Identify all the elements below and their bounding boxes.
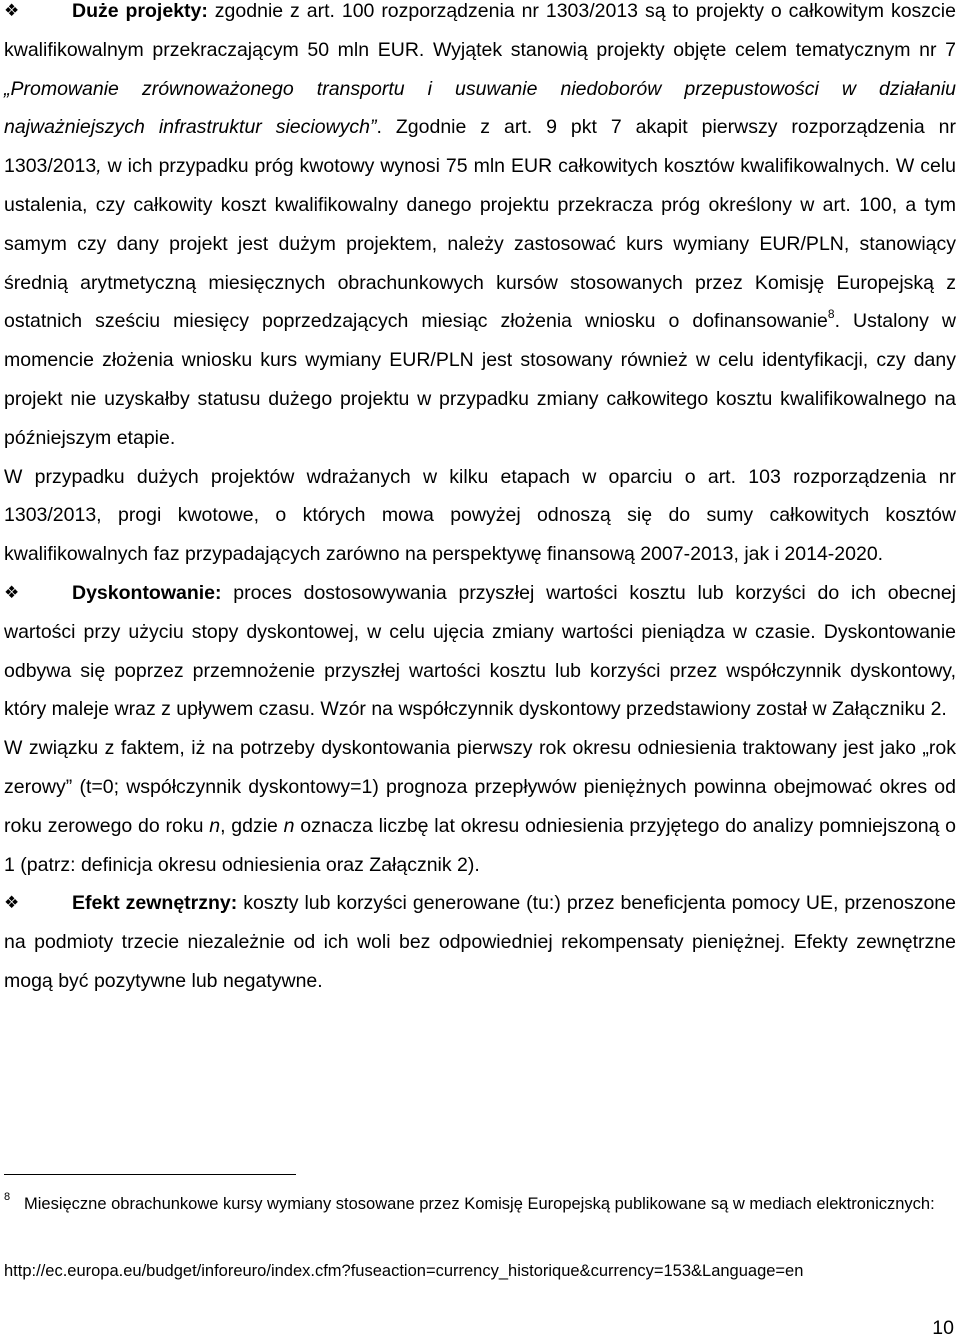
definition-large-projects: ❖ Duże projekty: zgodnie z art. 100 rozporządzenia nr 1303/2013 są to projekty o całkowitym koszcie kwalifikowalnym przekraczającym 50 mln EUR. Wyjątek stanowią projekty objęte celem tematycznym nr 7 „Promowanie zrównoważonego transportu i usuwanie niedoborów przepustowości w działaniu najważniejszych infrastruktur sieciowych”. Zgodnie z art. 9 pkt 7 akapit pierwszy rozporządzenia nr 1303/2013, w ich przypadku próg kwotowy wynosi 75 mln EUR całkowitych kosztów kwalifikowalnych. W celu ustalenia, czy całkowity koszt kwalifikowalny danego projektu przekracza próg określony w art. 100, a tym samym czy dany projekt jest dużym projektem, należy zastosować kurs wymiany EUR/PLN, stanowiący średnią arytmetyczną miesięcznych obrachunkowych kursów stosowanych przez Komisję Europejską z ostatnich sześciu miesięcy poprzedzających miesiąc złożenia wniosku o dofinansowanie$^8$. Ustalony w momencie złożenia wniosku kurs wymiany EUR/PLN jest stosowany również w celu identyfikacji, czy dany projekt nie uzyskałby statusu dużego projektu w przypadku zmiany całkowitego kosztu kwalifikowalnego na późniejszym etapie.	[4, 0, 956, 458]
definition-externality: ❖ Efekt zewnętrzny: koszty lub korzyści generowane (tu:) przez beneficjenta pomocy UE, przenoszone na podmioty trzecie niezależnie od ich woli bez odpowiedniej rekompensaty pieniężnej. Efekty zewnętrzne mogą być pozytywne lub negatywne.	[4, 884, 956, 1000]
footnote-8: 8 Miesięczne obrachunkowe kursy wymiany stosowane przez Komisję Europejską publikowane są w mediach elektronicznych:	[4, 1191, 935, 1213]
thematic-objective-title: „Promowanie zrównoważonego transportu i usuwanie niedoborów przepustowości w działaniu najważniejszych infrastruktur sieciowych”	[4, 77, 956, 139]
footnote-separator	[4, 1174, 296, 1175]
zero-year-paragraph: W związku z faktem, iż na potrzeby dyskontowania pierwszy rok okresu odniesienia traktowany jest jako „rok zerowy” (t=0; współczynnik dyskontowy=1) prognoza przepływów pieniężnych powinna obejmować okres od roku zerowego do roku n, gdzie n oznacza liczbę lat okresu odniesienia przyjętego do analizy pomniejszoną o 1 (patrz: definicja okresu odniesienia oraz Załącznik 2).	[4, 737, 956, 876]
footnote-reference[interactable]: 8	[827, 307, 835, 322]
diamond-bullet-icon: ❖	[4, 582, 20, 602]
term-externality: Efekt zewnętrzny:	[72, 892, 238, 915]
phased-projects-paragraph: W przypadku dużych projektów wdrażanych w kilku etapach w oparciu o art. 103 rozporządzenia nr 1303/2013, progi kwotowe, o których mowa powyżej odnoszą się do sumy całkowitych kosztów kwalifikowalnych faz przypadających zarówno na perspektywę finansową 2007-2013, jak i 2014-2020.	[4, 465, 956, 566]
footnote-text: Miesięczne obrachunkowe kursy wymiany stosowane przez Komisję Europejską publikowane są w mediach elektronicznych:	[24, 1195, 935, 1213]
variable-n: n	[283, 814, 295, 837]
variable-n: n	[209, 814, 221, 837]
term-large-projects: Duże projekty:	[72, 0, 208, 22]
term-discounting: Dyskontowanie:	[72, 581, 222, 604]
diamond-bullet-icon: ❖	[4, 893, 20, 913]
footnote-url-link[interactable]: http://ec.europa.eu/budget/inforeuro/index.cfm?fuseaction=currency_historique&currency=153&Language=en	[4, 1262, 804, 1280]
definition-discounting: ❖ Dyskontowanie: proces dostosowywania przyszłej wartości kosztu lub korzyści do ich obecnej wartości przy użyciu stopy dyskontowej, w celu ujęcia zmiany wartości pieniądza w czasie. Dyskontowanie odbywa się poprzez przemnożenie przyszłej wartości kosztu lub korzyści przez współczynnik dyskontowy, który maleje wraz z upływem czasu. Wzór na współczynnik dyskontowy przedstawiony został w Załączniku 2.	[4, 574, 956, 729]
diamond-bullet-icon: ❖	[4, 1, 20, 20]
document-page	[4, 0, 956, 1001]
page-number: 10	[932, 1317, 954, 1339]
